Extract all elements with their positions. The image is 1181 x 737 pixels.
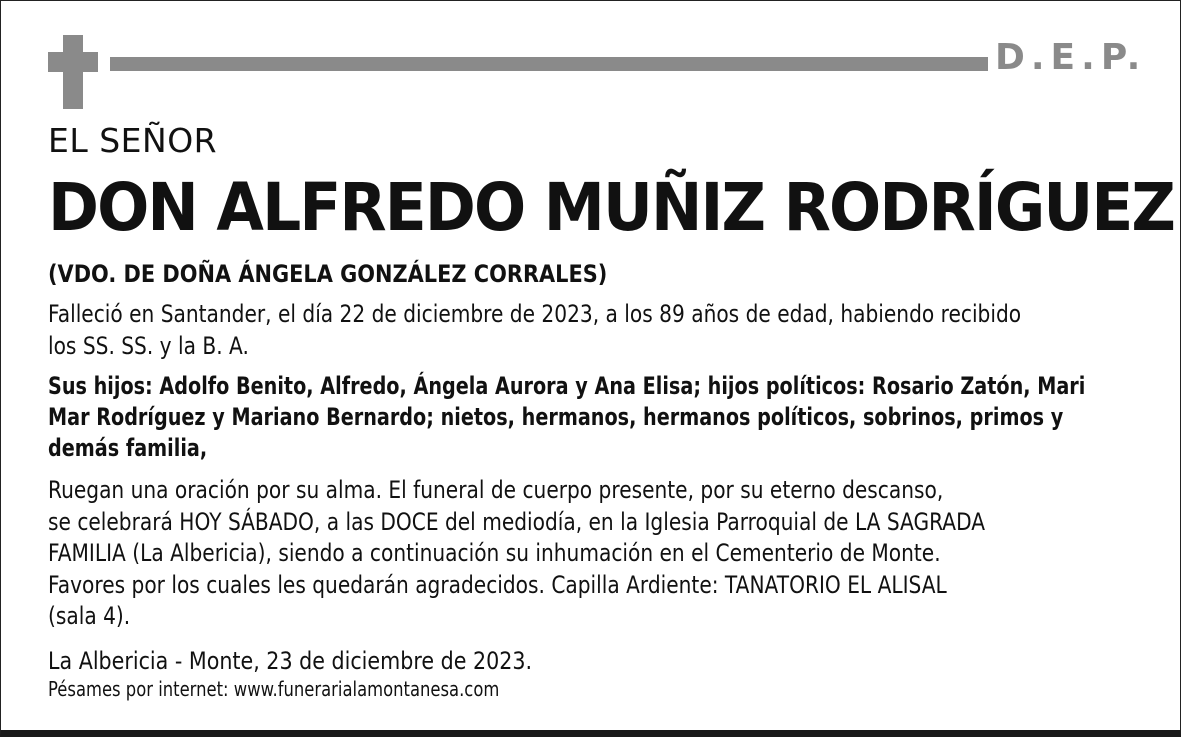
deceased-name: DON ALFREDO MUÑIZ RODRÍGUEZ — [48, 169, 1175, 246]
funeral-line: FAMILIA (La Albericia), siendo a continuación su inhumación en el Cementerio de Monte. — [48, 539, 941, 567]
dep-label: D.E.P. — [995, 37, 1147, 78]
funeral-line: se celebrará HOY SÁBADO, a las DOCE del mediodía, en la Iglesia Parroquial de LA SAGRADA — [48, 507, 986, 536]
death-line: Falleció en Santander, el día 22 de diciembre de 2023, a los 89 años de edad, habiendo recibido — [48, 300, 1022, 328]
header-rule — [110, 57, 988, 71]
death-paragraph — [48, 298, 1022, 362]
cross-icon — [63, 35, 83, 109]
family-line: Sus hijos: Adolfo Benito, Alfredo, Ángela Aurora y Ana Elisa; hijos políticos: Rosario Zatón, Mari — [48, 372, 1086, 400]
funeral-line: (sala 4). — [48, 602, 131, 630]
place-date: La Albericia - Monte, 23 de diciembre de 2023. — [48, 647, 533, 675]
title-prefix: EL SEÑOR — [48, 121, 218, 160]
widower-of: (VDO. DE DOÑA ÁNGELA GONZÁLEZ CORRALES) — [48, 260, 608, 288]
funeral-line: Favores por los cuales les quedarán agradecidos. Capilla Ardiente: TANATORIO EL ALISAL — [48, 570, 947, 599]
family-line: Mar Rodríguez y Mariano Bernardo; nietos, hermanos, hermanos políticos, sobrinos, primos y — [48, 403, 1064, 431]
family-paragraph — [48, 371, 1086, 464]
death-line: los SS. SS. y la B. A. — [48, 332, 249, 360]
funeral-paragraph — [48, 475, 997, 633]
funeral-line: Ruegan una oración por su alma. El funeral de cuerpo presente, por su eterno descanso, — [48, 476, 944, 504]
cross-icon-bar — [48, 52, 98, 72]
family-line: demás familia, — [48, 434, 208, 462]
condolences-link: Pésames por internet: www.funerarialamontanesa.com — [48, 677, 500, 701]
